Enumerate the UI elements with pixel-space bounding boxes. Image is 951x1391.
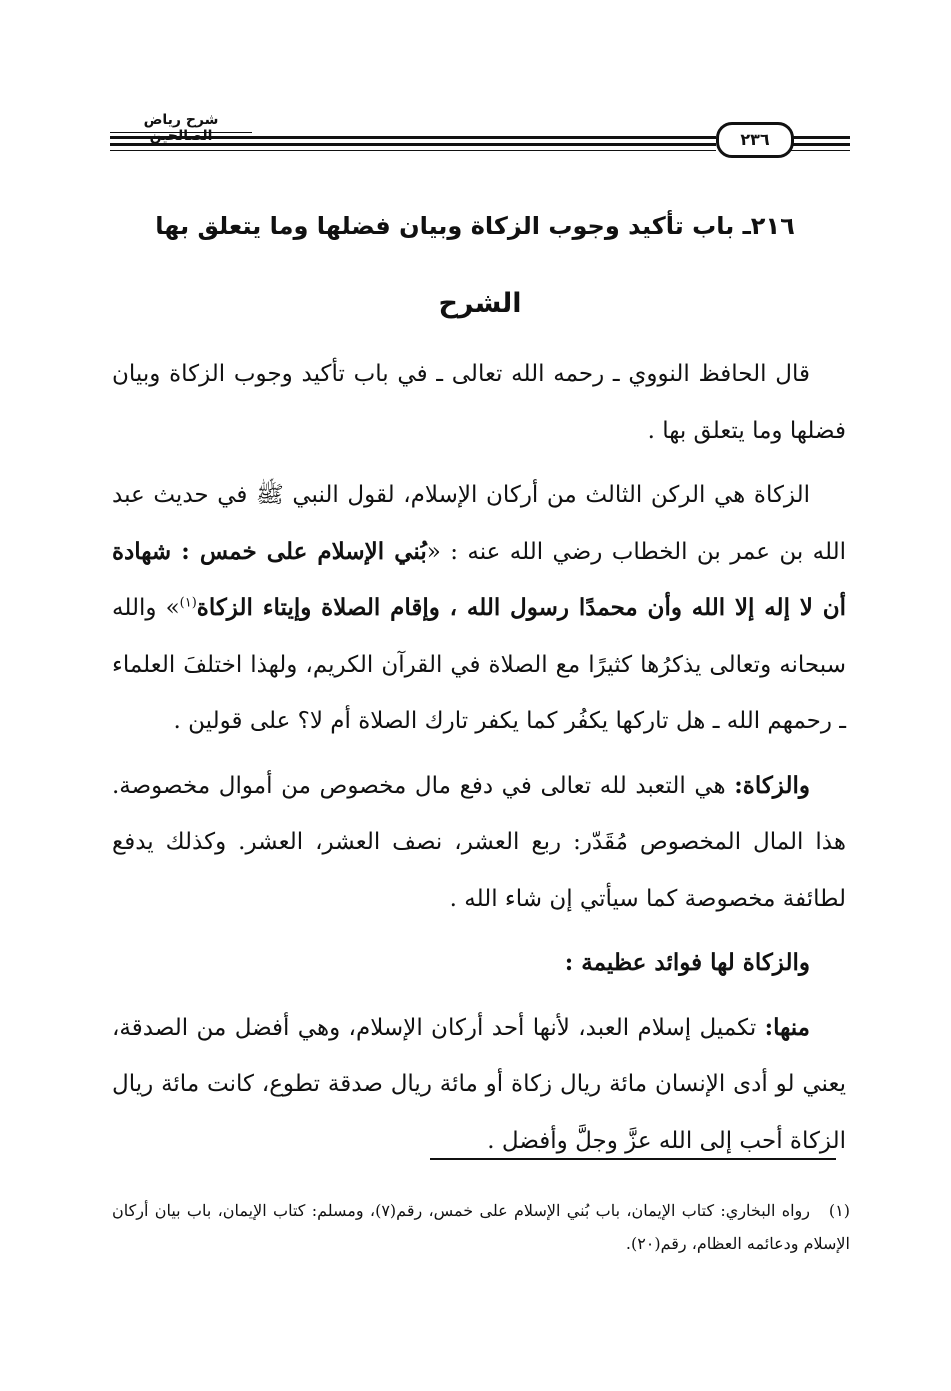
definition-lead: والزكاة: <box>734 771 810 799</box>
paragraph-benefits-lead <box>112 935 846 992</box>
footnote-divider <box>430 1158 836 1160</box>
definition-text: هي التعبد لله تعالى في دفع مال مخصوص من أموال مخصوصة. هذا المال المخصوص مُقَدّر: ربع العشر، نصف العشر، العشر. وكذلك يدفع لطائفة مخصوصة كما سيأتي إن شاء الله . <box>112 772 846 912</box>
header-rule-right-3 <box>788 150 850 151</box>
footnote <box>112 1194 850 1260</box>
section-title: الشرح <box>438 288 522 319</box>
benefits-heading: والزكاة لها فوائد عظيمة : <box>564 949 810 976</box>
paragraph-benefit-1 <box>112 1000 846 1170</box>
hadith-quote: بُني الإسلام على خمس : شهادة أن لا إله إلا الله وأن محمدًا رسول الله ، وإقام الصلاة وإيتاء الزكاة <box>112 537 846 621</box>
paragraph-definition <box>112 758 846 928</box>
page-number: ٢٣٦ <box>716 122 794 158</box>
header-rule-right <box>788 136 850 139</box>
chapter-title: ٢١٦ـ باب تأكيد وجوب الزكاة وبيان فضلها وما يتعلق بها <box>155 212 795 240</box>
header-rule-left <box>110 136 716 139</box>
header-rule-left-2 <box>110 143 716 146</box>
paragraph-pillar <box>112 467 846 750</box>
header-rule-right-2 <box>788 143 850 146</box>
running-title: شرح رياض الصالحين <box>143 112 219 144</box>
benefit-text: تكميل إسلام العبد، لأنها أحد أركان الإسلام، وهي أفضل من الصدقة، يعني لو أدى الإنسان مائة ريال زكاة أو مائة ريال صدقة تطوع، كانت مائة ريال الزكاة أحب إلى الله عزَّ وجلَّ وأفضل . <box>112 1014 846 1154</box>
footnote-text: رواه البخاري: كتاب الإيمان، باب بُني الإسلام على خمس، رقم(٧)، ومسلم: كتاب الإيمان، باب بيان أركان الإسلام ودعائمه العظام، رقم(٢٠). <box>112 1201 850 1253</box>
footnote-ref: (١) <box>179 595 197 611</box>
body-text <box>112 346 846 1177</box>
paragraph-intro-text: قال الحافظ النووي ـ رحمه الله تعالى ـ في باب تأكيد وجوب الزكاة وبيان فضلها وما يتعلق بها . <box>112 361 846 444</box>
pillar-text-a: الزكاة هي الركن الثالث من أركان الإسلام، لقول النبي ﷺ في حديث عبد الله بن عمر بن الخطاب رضي الله عنه : « <box>112 482 846 565</box>
paragraph-intro <box>112 346 846 459</box>
benefit-lead: منها: <box>764 1013 810 1041</box>
pillar-text-b: » والله سبحانه وتعالى يذكرُها كثيرًا مع الصلاة في القرآن الكريم، ولهذا اختلفَ العلماء ـ رحمهم الله ـ هل تاركها يكفُر كما يكفر تارك الصلاة أم لا؟ على قولين . <box>112 595 846 734</box>
header-rule-left-3 <box>110 150 716 151</box>
header-rule-top <box>110 132 252 133</box>
footnote-marker: (١) <box>828 1201 851 1220</box>
